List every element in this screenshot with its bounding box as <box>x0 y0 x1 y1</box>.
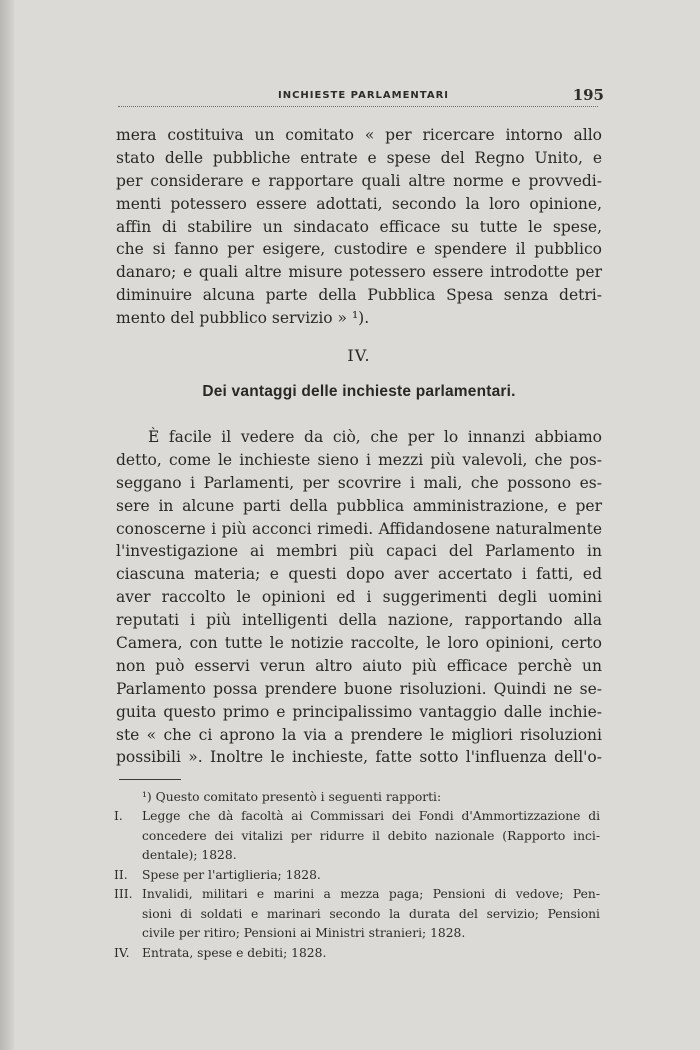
section-title: Dei vantaggi delle inchieste parlamentari. <box>202 383 516 400</box>
text-line: menti potessero essere adottati, secondo la loro opinione, <box>116 194 602 213</box>
footnote-item <box>114 866 600 886</box>
text-line: guita questo primo e principalissimo vantaggio dalle inchie- <box>116 702 602 721</box>
text-line: sere in alcune parti della pubblica amministrazione, e per <box>116 496 602 515</box>
text-line: reputati i più intelligenti della nazione, rapportando alla <box>116 611 602 630</box>
text-line: danaro; e quali altre misure potessero essere introdotte per <box>116 263 602 282</box>
footnote-line: concedere dei vitalizi per ridurre il debito nazionale (Rapporto inci- <box>142 828 600 843</box>
footnote-numeral: II. <box>114 867 128 882</box>
footnote-line: Invalidi, militari e marini a mezza paga; Pensioni di vedove; Pen- <box>142 887 600 901</box>
text-line: che si fanno per esigere, custodire e spendere il pubblico <box>116 240 602 259</box>
footnote-line: Legge che dà facoltà ai Commissari dei Fondi d'Ammortizzazione di <box>142 809 600 823</box>
paragraph-continued <box>116 124 602 330</box>
text-line: possibili ». Inoltre le inchieste, fatte sotto l'influenza dell'o- <box>116 748 602 767</box>
text-line: per considerare e rapportare quali altre norme e provvedi- <box>116 171 602 190</box>
text-line: conoscerne i più acconci rimedi. Affidandosene naturalmente <box>116 519 602 538</box>
footnote-line: dentale); 1828. <box>142 848 237 862</box>
text-line: non può esservi verun altro aiuto più efficace perchè un <box>116 656 602 675</box>
footnote-numeral: IV. <box>114 945 130 960</box>
footnote-line: Entrata, spese e debiti; 1828. <box>142 945 327 960</box>
text-line: diminuire alcuna parte della Pubblica Spesa senza detri- <box>116 286 602 305</box>
text-line: ste « che ci aprono la via a prendere le migliori risoluzioni <box>116 725 602 744</box>
footnote-item <box>114 944 600 964</box>
text-line: Camera, con tutte le notizie raccolte, le loro opinioni, certo <box>116 634 602 653</box>
text-line: mera costituiva un comitato « per ricercare intorno allo <box>116 126 602 144</box>
text-line: mento del pubblico servizio » ¹). <box>116 309 370 328</box>
text-line: l'investigazione ai membri più capaci del Parlamento in <box>116 542 602 561</box>
footnote-item <box>114 807 600 866</box>
footnote-rule <box>119 779 181 780</box>
footnote-numeral: III. <box>114 887 133 901</box>
text-line: detto, come le inchieste sieno i mezzi più valevoli, che pos- <box>116 450 602 469</box>
running-title: INCHIESTE PARLAMENTARI <box>278 90 450 101</box>
section-number: IV. <box>347 346 371 365</box>
text-line: Parlamento possa prendere buone risoluzioni. Quindi ne se- <box>116 679 602 698</box>
text-line: stato delle pubbliche entrate e spese del Regno Unito, e <box>116 148 602 167</box>
footnote-line: Spese per l'artiglieria; 1828. <box>142 867 321 882</box>
text-line: ciascuna materia; e questi dopo aver accertato i fatti, ed <box>116 565 602 584</box>
footnote-item <box>114 885 600 944</box>
footnote-numeral: I. <box>114 809 123 823</box>
header-dotted-rule <box>118 106 598 107</box>
text-line: affin di stabilire un sindacato efficace su tutte le spese, <box>116 217 602 236</box>
text-line: seggano i Parlamenti, per scovrire i mali, che possono es- <box>116 473 602 492</box>
paragraph-main <box>116 426 602 769</box>
footnote-line: civile per ritiro; Pensioni ai Ministri stranieri; 1828. <box>142 926 466 940</box>
footnote-intro: ¹) Questo comitato presentò i seguenti rapporti: <box>142 790 442 804</box>
text-line: È facile il vedere da ciò, che per lo innanzi abbiamo <box>148 428 602 446</box>
footnote-line: sioni di soldati e marinari secondo la durata del servizio; Pensioni <box>142 906 600 921</box>
page-number: 195 <box>572 86 604 104</box>
text-line: aver raccolto le opinioni ed i suggerimenti degli uomini <box>116 588 602 607</box>
footnotes <box>114 787 600 963</box>
